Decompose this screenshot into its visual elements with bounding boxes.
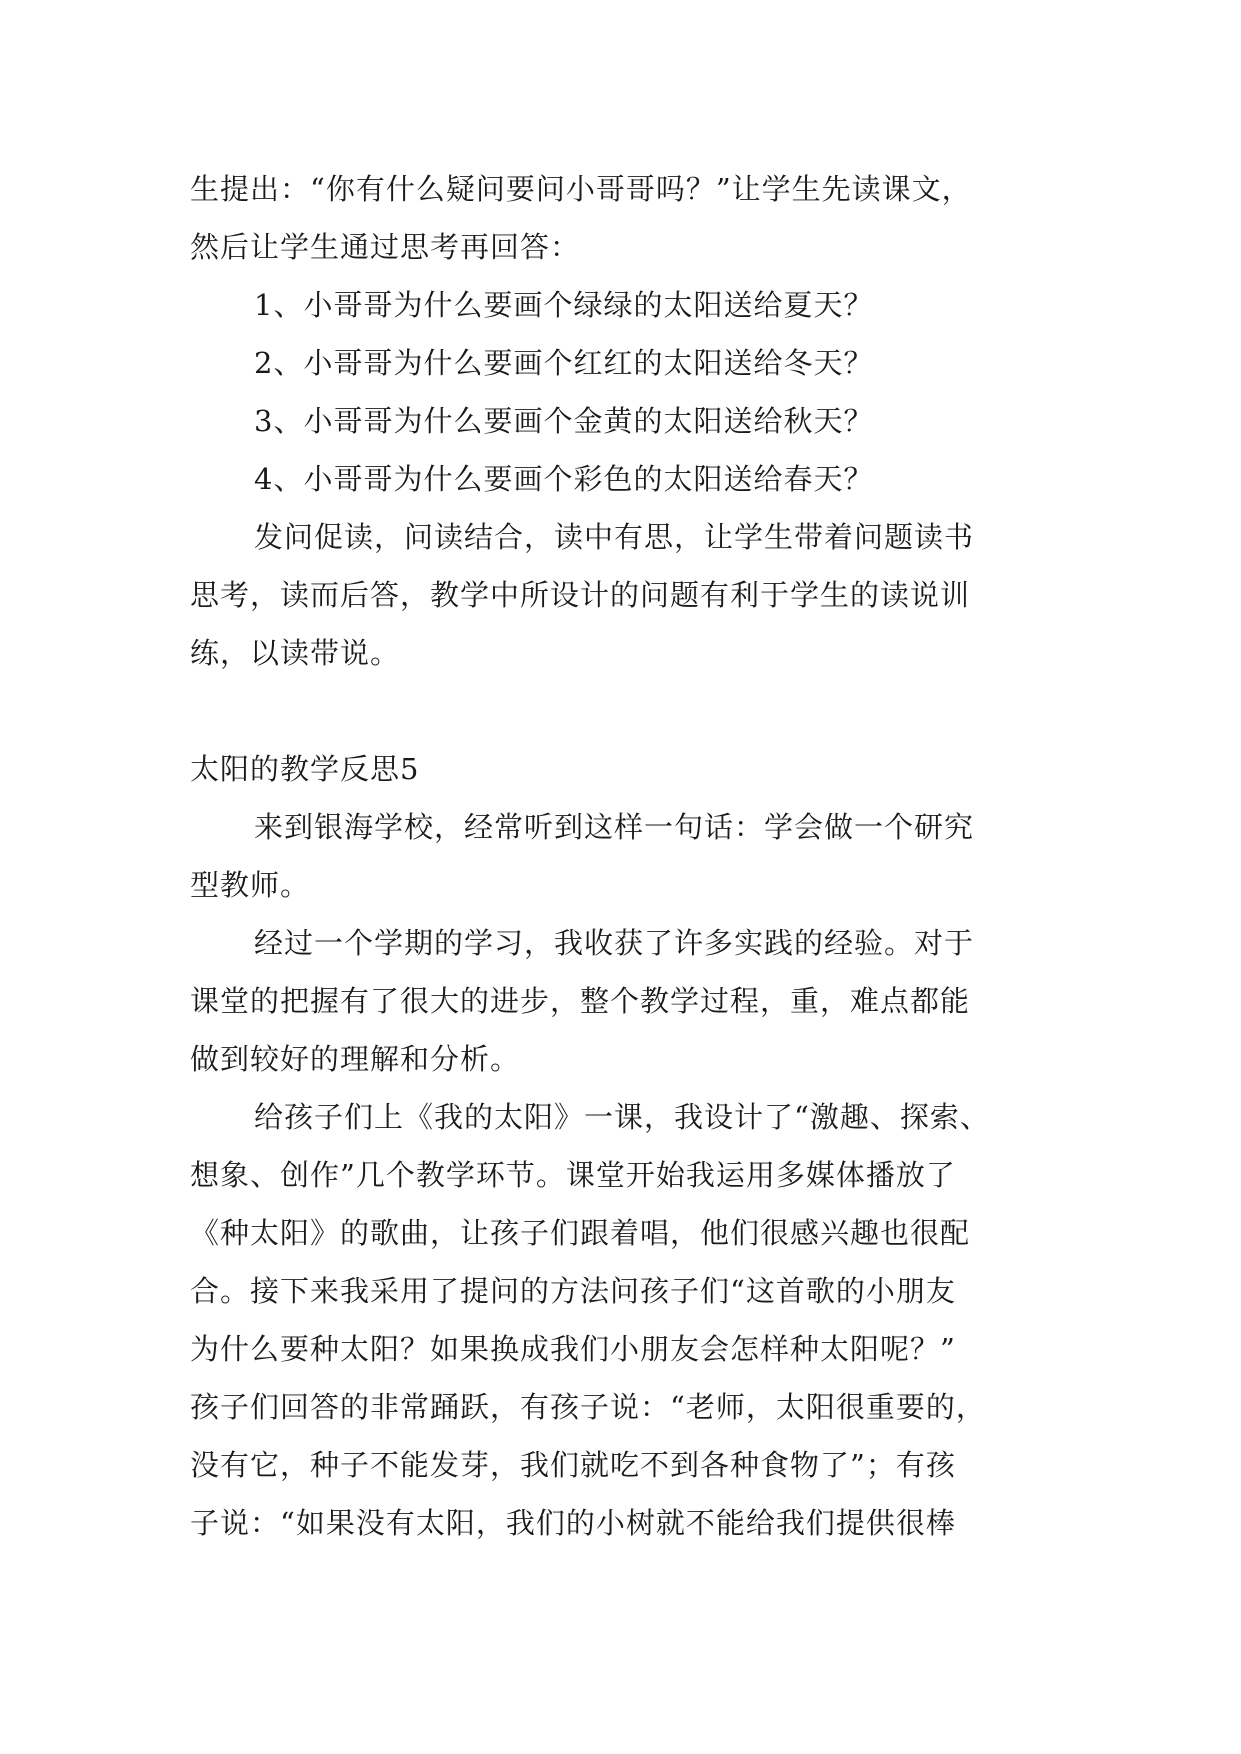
text-line: 型教师。 [190, 868, 311, 902]
text-line: 生提出：“你有什么疑问要问小哥哥吗？”让学生先读课文， [190, 172, 972, 206]
question-item: 1、小哥哥为什么要画个绿绿的太阳送给夏天？ [254, 288, 874, 322]
question-item: 4、小哥哥为什么要画个彩色的太阳送给春天？ [254, 462, 874, 496]
text-line: 来到银海学校，经常听到这样一句话：学会做一个研究 [254, 810, 975, 844]
text-line: 想象、创作”几个教学环节。课堂开始我运用多媒体播放了 [190, 1158, 956, 1192]
text-line: 没有它，种子不能发芽，我们就吃不到各种食物了”；有孩 [190, 1448, 956, 1482]
text-line: 课堂的把握有了很大的进步，整个教学过程，重，难点都能 [190, 984, 971, 1018]
text-line: 思考，读而后答，教学中所设计的问题有利于学生的读说训 [190, 578, 971, 612]
text-line: 发问促读，问读结合，读中有思，让学生带着问题读书 [254, 520, 975, 554]
document-body [190, 160, 1050, 1552]
question-item: 2、小哥哥为什么要画个红红的太阳送给冬天？ [254, 346, 874, 380]
text-line: 合。接下来我采用了提问的方法问孩子们“这首歌的小朋友 [190, 1274, 956, 1308]
text-line: 然后让学生通过思考再回答： [190, 230, 581, 264]
text-line: 做到较好的理解和分析。 [190, 1042, 521, 1076]
section-title: 太阳的教学反思5 [190, 752, 420, 786]
text-line: 子说：“如果没有太阳，我们的小树就不能给我们提供很棒 [190, 1506, 956, 1540]
text-line: 练，以读带说。 [190, 636, 401, 670]
text-line: 为什么要种太阳？如果换成我们小朋友会怎样种太阳呢？” [190, 1332, 956, 1366]
text-line: 《种太阳》的歌曲，让孩子们跟着唱，他们很感兴趣也很配 [190, 1216, 971, 1250]
question-item: 3、小哥哥为什么要画个金黄的太阳送给秋天？ [254, 404, 874, 438]
text-line: 给孩子们上《我的太阳》一课，我设计了“激趣、探索、 [254, 1100, 990, 1134]
paragraph-gap [190, 682, 1050, 740]
text-line: 孩子们回答的非常踊跃，有孩子说：“老师，太阳很重要的， [190, 1390, 986, 1424]
text-line: 经过一个学期的学习，我收获了许多实践的经验。对于 [254, 926, 975, 960]
